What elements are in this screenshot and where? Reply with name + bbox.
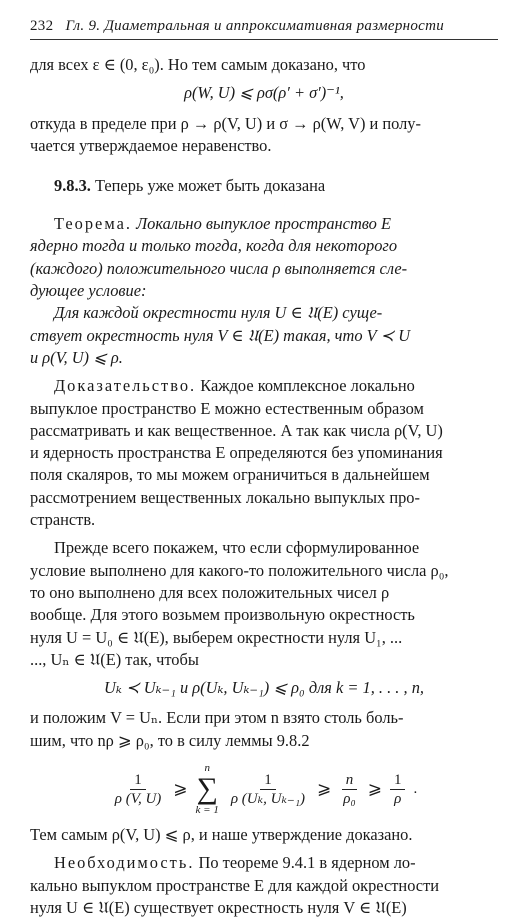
theorem-line: ядерно тогда и только тогда, когда для некоторого [30, 236, 398, 256]
text-line: и положим V = Uₙ. Если при этом n взято столь боль- [30, 708, 404, 728]
theorem-line: дующее условие: [30, 281, 147, 301]
formula: ρ(W, U) ⩽ ρσ(ρ′ + σ′)⁻¹, [184, 83, 344, 103]
text-line: странств. [30, 510, 96, 530]
theorem-label: Теорема. [54, 214, 132, 234]
section-title: Теперь уже может быть доказана [95, 176, 326, 196]
display-inequality: $\frac{1}{\rho (V, U)}$ ⩾ n ∑ k = 1 $\frac{1}{\text{ρ (Uₖ, Uₖ₋₁)}}$ ⩾ $\frac{n}{\text{ρ₀}}$ ⩾ $\frac{1}{\rho}$ . [30, 762, 498, 816]
fraction: $\frac{n}{\text{ρ₀}}$ [343, 771, 356, 807]
condition-line: Для каждой окрестности нуля U ∈ 𝔘(E) суще- [54, 303, 383, 323]
section-heading [54, 175, 498, 197]
text-line: откуда в пределе при ρ → ρ(V, U) и σ → ρ(W, V) и полу- [30, 113, 421, 133]
necessity-label: Необходимость. [54, 853, 195, 873]
fraction: $\frac{1}{\text{ρ (Uₖ, Uₖ₋₁)}}$ [230, 771, 306, 807]
section-number: 9.8.3. [54, 176, 91, 196]
text-line: ..., Uₙ ∈ 𝔘(E) так, чтобы [30, 649, 199, 669]
chapter-title: Гл. 9. Диаметральная и аппроксимативная размерности [65, 18, 445, 34]
text-line: Тем самым ρ(V, U) ⩽ ρ, и наше утверждение доказано. [30, 825, 413, 845]
text-line: нуля U ∈ 𝔘(E) существует окрестность нуля V ∈ 𝔘(E) [30, 897, 407, 917]
text-line: рассмотрением вещественных локально выпуклых про- [30, 487, 420, 507]
condition-line: ствует окрестность нуля V ∈ 𝔘(E) такая, что V ≺ U [30, 325, 411, 345]
text-line: Прежде всего покажем, что если сформулированное [54, 538, 420, 558]
theorem: Теорема. Локально выпуклое пространство E [54, 214, 391, 234]
running-header [30, 18, 498, 40]
text-line: вообще. Для этого возьмем произвольную окрестность [30, 605, 415, 625]
proof-label: Доказательство. [54, 376, 197, 396]
fraction: $\frac{1}{\rho (V, U)}$ [114, 771, 162, 807]
text-line: рассматривать и как вещественное. А так как числа ρ(V, U) [30, 420, 443, 440]
book-page [30, 18, 498, 919]
condition-line: и ρ(V, U) ⩽ ρ. [30, 347, 123, 367]
necessity-paragraph: Необходимость. По теореме 9.4.1 в ядерном ло- [54, 853, 416, 873]
text-line: шим, что nρ ⩾ ρ₀, то в силу леммы 9.8.2 [30, 730, 310, 750]
text-line: кально выпуклом пространстве E для каждой окрестности [30, 875, 440, 895]
fraction: $\frac{1}{\rho}$ [390, 771, 406, 808]
text-line: выпуклое пространство E можно естественным образом [30, 398, 424, 418]
sum-sign: n ∑ k = 1 [195, 762, 219, 817]
text-line: чается утверждаемое неравенство. [30, 135, 272, 155]
text-line: условие выполнено для какого-то положительного числа ρ₀, [30, 560, 449, 580]
text-line: и ядерность пространства E определяются без упоминания [30, 443, 443, 463]
text-line: поля скаляров, то мы можем ограничиться в дальнейшем [30, 465, 430, 485]
proof-paragraph: Доказательство. Каждое комплексное локально [54, 376, 415, 396]
text-line: нуля U = U₀ ∈ 𝔘(E), выберем окрестности нуля U₁, ... [30, 627, 403, 647]
theorem-line: (каждого) положительного числа ρ выполняется сле- [30, 258, 408, 278]
page-number: 232 [30, 18, 54, 34]
formula: Uₖ ≺ Uₖ₋₁ и ρ(Uₖ, Uₖ₋₁) ⩽ ρ₀ для k = 1, . . . , n, [103, 678, 424, 698]
text-line: для всех ε ∈ (0, ε₀). Но тем самым доказано, что [30, 55, 366, 74]
text-line: то оно выполнено для всех положительных чисел ρ [30, 582, 390, 602]
